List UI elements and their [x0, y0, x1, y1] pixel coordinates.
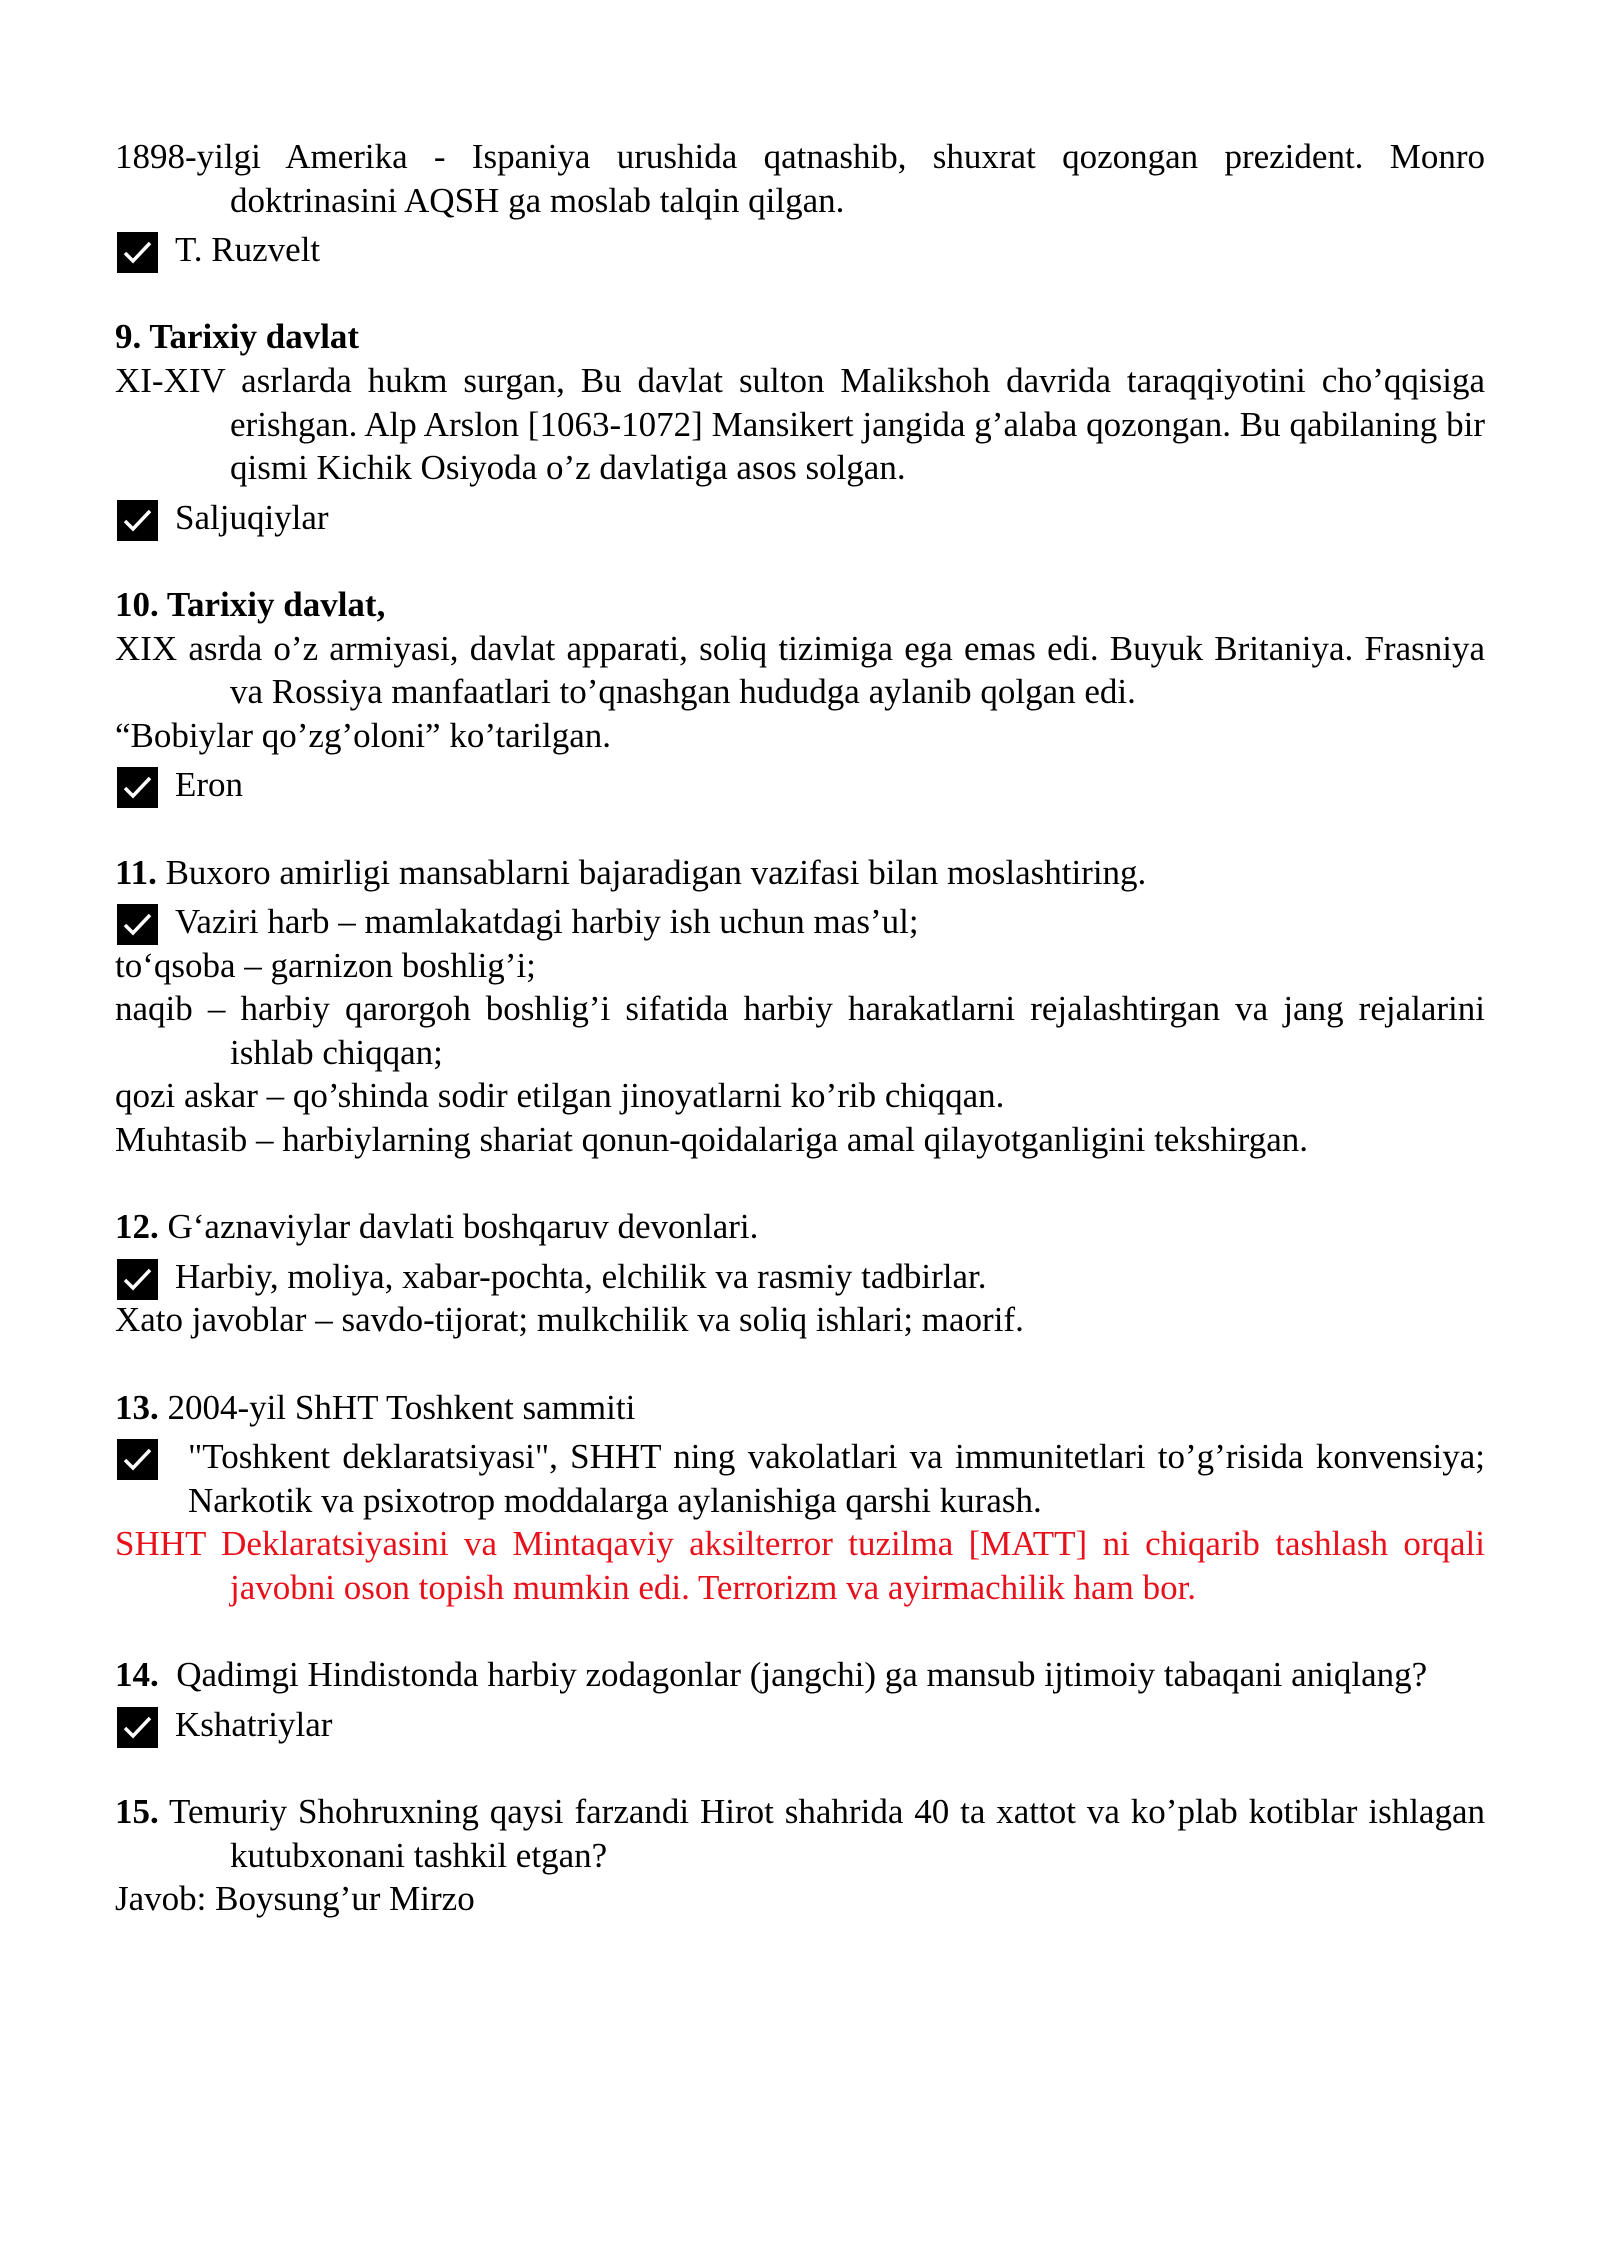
q10-question: XIX asrda o’z armiyasi, davlat apparati, soliq tizimiga ega emas edi. Buyuk Britaniya. Frasniya va Rossiya manfaatlari to’qnashgan hududga aylanib qolgan edi.: [115, 628, 1485, 712]
q10-note: “Bobiylar qo’zg’oloni” ko’tarilgan.: [115, 715, 612, 755]
q15-number: 15.: [115, 1791, 159, 1831]
q13-answer-label: "Toshkent deklaratsiyasi", SHHT ning vakolatlari va immunitetlari to’g’risida konvensiya; Narkotik va psixotrop moddalarga aylanishiga qarshi kurash.: [188, 1437, 1485, 1520]
q11-answer-label: Vaziri harb – mamlakatdagi harbiy ish uchun mas’ul;: [175, 902, 919, 942]
q9-question: XI-XIV asrlarda hukm surgan, Bu davlat sulton Malikshoh davrida taraqqiyotini cho’qqisiga erishgan. Alp Arslon [1063-1072] Mansikert jangida g’alaba qozongan. Bu qabilaning bir qismi Kichik Osiyoda o’z davlatiga asos solgan.: [115, 360, 1485, 488]
checked-box-icon: [117, 1707, 158, 1748]
q15-question: [115, 1790, 1485, 1877]
q11-line: to‘qsoba – garnizon boshlig’i;: [115, 945, 536, 985]
q13-number: 13.: [115, 1387, 159, 1427]
q14-number: 14.: [115, 1655, 159, 1695]
checked-box-icon: [117, 904, 158, 945]
q9-answer-label: Saljuqiylar: [175, 497, 329, 537]
q12-question-text: G‘aznaviylar davlati boshqaruv devonlari.: [167, 1207, 759, 1247]
q11-answer: [115, 900, 1485, 944]
q14-question: [115, 1653, 1485, 1697]
q11-question-text: Buxoro amirligi mansablarni bajaradigan vazifasi bilan moslashtiring.: [165, 852, 1147, 892]
q13-answer: [115, 1435, 1485, 1522]
checked-box-icon: [117, 1259, 158, 1300]
checked-box-icon: [117, 1439, 158, 1480]
q14-answer: [115, 1703, 1485, 1747]
q10-heading: [115, 583, 1485, 627]
document-page: [115, 135, 1485, 1921]
q14-answer-label: Kshatriylar: [175, 1704, 333, 1744]
q13-question-text: 2004-yil ShHT Toshkent sammiti: [167, 1387, 636, 1427]
q10-heading-text: 10. Tarixiy davlat,: [115, 584, 386, 624]
q12-answer-label: Harbiy, moliya, xabar-pochta, elchilik va rasmiy tadbirlar.: [175, 1256, 987, 1296]
q12-question: [115, 1205, 1485, 1249]
checked-box-icon: [117, 232, 158, 273]
q9-heading-text: 9. Tarixiy davlat: [115, 317, 360, 357]
q11-line: qozi askar – qo’shinda sodir etilgan jinoyatlarni ko’rib chiqqan.: [115, 1076, 1005, 1116]
q13-hint: SHHT Deklaratsiyasini va Mintaqaviy aksilterror tuzilma [MATT] ni chiqarib tashlash orqali javobni oson topish mumkin edi. Terrorizm va ayirmachilik ham bor.: [115, 1524, 1485, 1607]
q8-answer: [115, 228, 1485, 272]
q14-question-text: Qadimgi Hindistonda harbiy zodagonlar (jangchi) ga mansub ijtimoiy tabaqani aniqlang?: [176, 1655, 1428, 1695]
q12-answer: [115, 1255, 1485, 1299]
q8-answer-label: T. Ruzvelt: [175, 230, 321, 270]
q11-question: [115, 851, 1485, 895]
q11-number: 11.: [115, 852, 157, 892]
q8-question: 1898-yilgi Amerika - Ispaniya urushida qatnashib, shuxrat qozongan prezident. Monro doktrinasini AQSH ga moslab talqin qilgan.: [115, 137, 1485, 220]
q10-answer-label: Eron: [175, 765, 244, 805]
q12-note: Xato javoblar – savdo-tijorat; mulkchilik va soliq ishlari; maorif.: [115, 1300, 1024, 1340]
checked-box-icon: [117, 500, 158, 541]
q15-answer: Javob: Boysung’ur Mirzo: [115, 1879, 475, 1919]
q9-answer: [115, 496, 1485, 540]
q13-question: [115, 1386, 1485, 1430]
q9-heading: [115, 315, 1485, 359]
q11-line: Muhtasib – harbiylarning shariat qonun-qoidalariga amal qilayotganligini tekshirgan.: [115, 1120, 1308, 1160]
q11-line: naqib – harbiy qarorgoh boshlig’i sifatida harbiy harakatlarni rejalashtirgan va jang rejalarini ishlab chiqqan;: [115, 989, 1485, 1072]
checked-box-icon: [117, 767, 158, 808]
q10-answer: [115, 763, 1485, 807]
q15-question-text: Temuriy Shohruxning qaysi farzandi Hirot shahrida 40 ta xattot va ko’plab kotiblar ishlagan kutubxonani tashkil etgan?: [169, 1791, 1485, 1875]
q12-number: 12.: [115, 1207, 159, 1247]
